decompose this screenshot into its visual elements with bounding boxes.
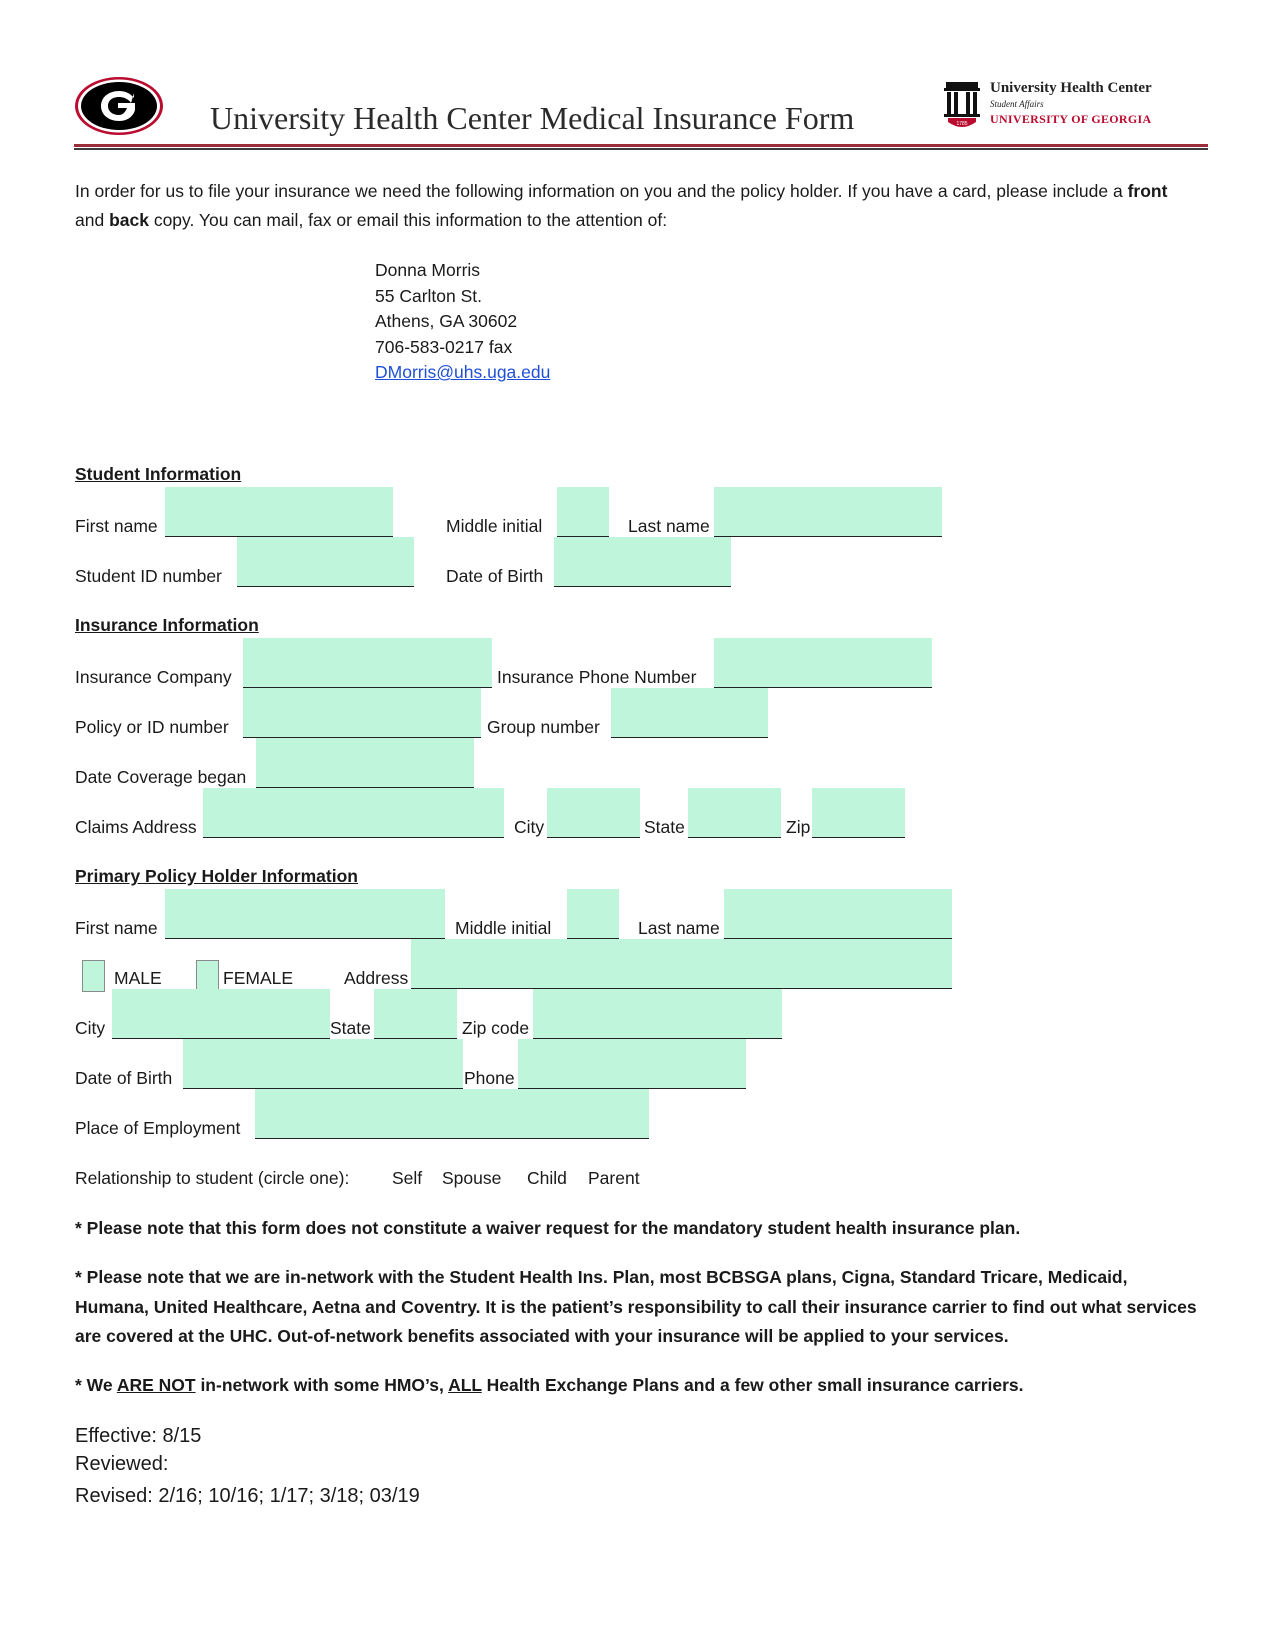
student-id-field[interactable]	[237, 537, 414, 587]
relationship-label: Relationship to student (circle one):	[75, 1168, 350, 1188]
contact-fax: 706-583-0217 fax	[375, 336, 513, 357]
in-network-note: * Please note that we are in-network with the Student Health Ins. Plan, most BCBSGA plans, Cigna, Standard Tricare, Medicaid, Humana, United Healthcare, Aetna and Coventry. It is the patient’s responsibility to call their insurance carrier to find out what services are covered at the UHC. Out-of-network benefits associated with your insurance will be applied to your services.	[75, 1267, 1197, 1346]
student-last-name-label: Last name	[628, 516, 710, 536]
student-id-label: Student ID number	[75, 566, 222, 586]
contact-email-link[interactable]: DMorris@uhs.uga.edu	[375, 362, 551, 382]
claims-city-label: City	[514, 817, 545, 837]
coverage-date-field[interactable]	[256, 738, 474, 788]
student-first-name-field[interactable]	[165, 487, 393, 537]
holder-zip-field[interactable]	[533, 989, 782, 1039]
holder-section-heading: Primary Policy Holder Information	[75, 866, 358, 886]
relationship-option-self[interactable]: Self	[392, 1168, 423, 1188]
contact-street: 55 Carlton St.	[375, 285, 482, 306]
insurance-phone-label: Insurance Phone Number	[497, 667, 697, 687]
holder-last-name-label: Last name	[638, 918, 720, 938]
student-dob-label: Date of Birth	[446, 566, 544, 586]
claims-address-label: Claims Address	[75, 817, 197, 837]
footer-reviewed: Reviewed:	[75, 1453, 169, 1475]
holder-state-label: State	[330, 1018, 371, 1038]
student-dob-field[interactable]	[554, 537, 731, 587]
male-checkbox[interactable]	[82, 960, 105, 992]
relationship-option-parent[interactable]: Parent	[588, 1168, 640, 1188]
header-rule-dark	[74, 148, 1208, 150]
coverage-date-label: Date Coverage began	[75, 767, 247, 787]
student-section-heading: Student Information	[75, 464, 242, 484]
student-middle-initial-label: Middle initial	[446, 516, 543, 536]
female-label: FEMALE	[223, 968, 294, 988]
policy-id-field[interactable]	[243, 688, 481, 738]
form-title: University Health Center Medical Insurance Form	[210, 100, 855, 136]
contact-name: Donna Morris	[375, 260, 481, 280]
holder-middle-initial-field[interactable]	[567, 889, 619, 939]
holder-address-label: Address	[344, 968, 409, 988]
male-label: MALE	[114, 968, 162, 988]
relationship-option-spouse[interactable]: Spouse	[442, 1168, 502, 1188]
contact-city: Athens, GA 30602	[375, 311, 518, 331]
holder-phone-field[interactable]	[518, 1039, 746, 1089]
holder-first-name-field[interactable]	[165, 889, 445, 939]
holder-last-name-field[interactable]	[724, 889, 952, 939]
holder-first-name-label: First name	[75, 918, 158, 938]
claims-address-field[interactable]	[203, 788, 504, 838]
student-first-name-label: First name	[75, 516, 158, 536]
uhc-logo	[942, 80, 1212, 132]
group-number-field[interactable]	[611, 688, 768, 738]
claims-zip-label: Zip	[786, 817, 811, 837]
footer-effective: Effective: 8/15	[75, 1425, 202, 1447]
contact-address	[375, 258, 550, 386]
intro-paragraph: In order for us to file your insurance we need the following information on you and the policy holder. If you have a card, please include a front and back copy. You can mail, fax or email this information to the attention of:	[75, 181, 1168, 230]
uhc-logo-sub: Student Affairs	[990, 99, 1044, 109]
waiver-note: * Please note that this form does not constitute a waiver request for the mandatory student health insurance plan.	[75, 1218, 1021, 1238]
holder-city-field[interactable]	[112, 989, 330, 1039]
svg-text:1785: 1785	[956, 121, 968, 127]
holder-zip-label: Zip code	[462, 1018, 530, 1038]
student-middle-initial-field[interactable]	[557, 487, 609, 537]
insurance-section-heading: Insurance Information	[75, 615, 259, 635]
uhc-logo-name: University Health Center	[990, 80, 1152, 96]
header-rule	[74, 144, 1208, 147]
relationship-option-child[interactable]: Child	[527, 1168, 567, 1188]
holder-dob-label: Date of Birth	[75, 1068, 173, 1088]
holder-dob-field[interactable]	[183, 1039, 463, 1089]
insurance-company-label: Insurance Company	[75, 667, 232, 687]
employment-label: Place of Employment	[75, 1118, 241, 1138]
policy-id-label: Policy or ID number	[75, 717, 229, 737]
arch-icon	[942, 80, 982, 130]
claims-city-field[interactable]	[547, 788, 640, 838]
insurance-company-field[interactable]	[243, 638, 492, 688]
claims-zip-field[interactable]	[812, 788, 905, 838]
holder-middle-initial-label: Middle initial	[455, 918, 552, 938]
holder-city-label: City	[75, 1018, 106, 1038]
employment-field[interactable]	[255, 1089, 649, 1139]
claims-state-field[interactable]	[688, 788, 781, 838]
holder-phone-label: Phone	[464, 1068, 515, 1088]
footer-revised: Revised: 2/16; 10/16; 1/17; 3/18; 03/19	[75, 1485, 420, 1507]
holder-state-field[interactable]	[374, 989, 457, 1039]
out-of-network-note: * We ARE NOT in-network with some HMO’s, ALL Health Exchange Plans and a few other small insurance carriers.	[75, 1375, 1024, 1395]
holder-address-field[interactable]	[411, 939, 952, 989]
uhc-logo-uga: UNIVERSITY OF GEORGIA	[990, 112, 1152, 126]
female-checkbox[interactable]	[196, 960, 219, 992]
group-number-label: Group number	[487, 717, 600, 737]
insurance-phone-field[interactable]	[714, 638, 932, 688]
georgia-g-logo	[74, 76, 164, 136]
claims-state-label: State	[644, 817, 685, 837]
student-last-name-field[interactable]	[714, 487, 942, 537]
